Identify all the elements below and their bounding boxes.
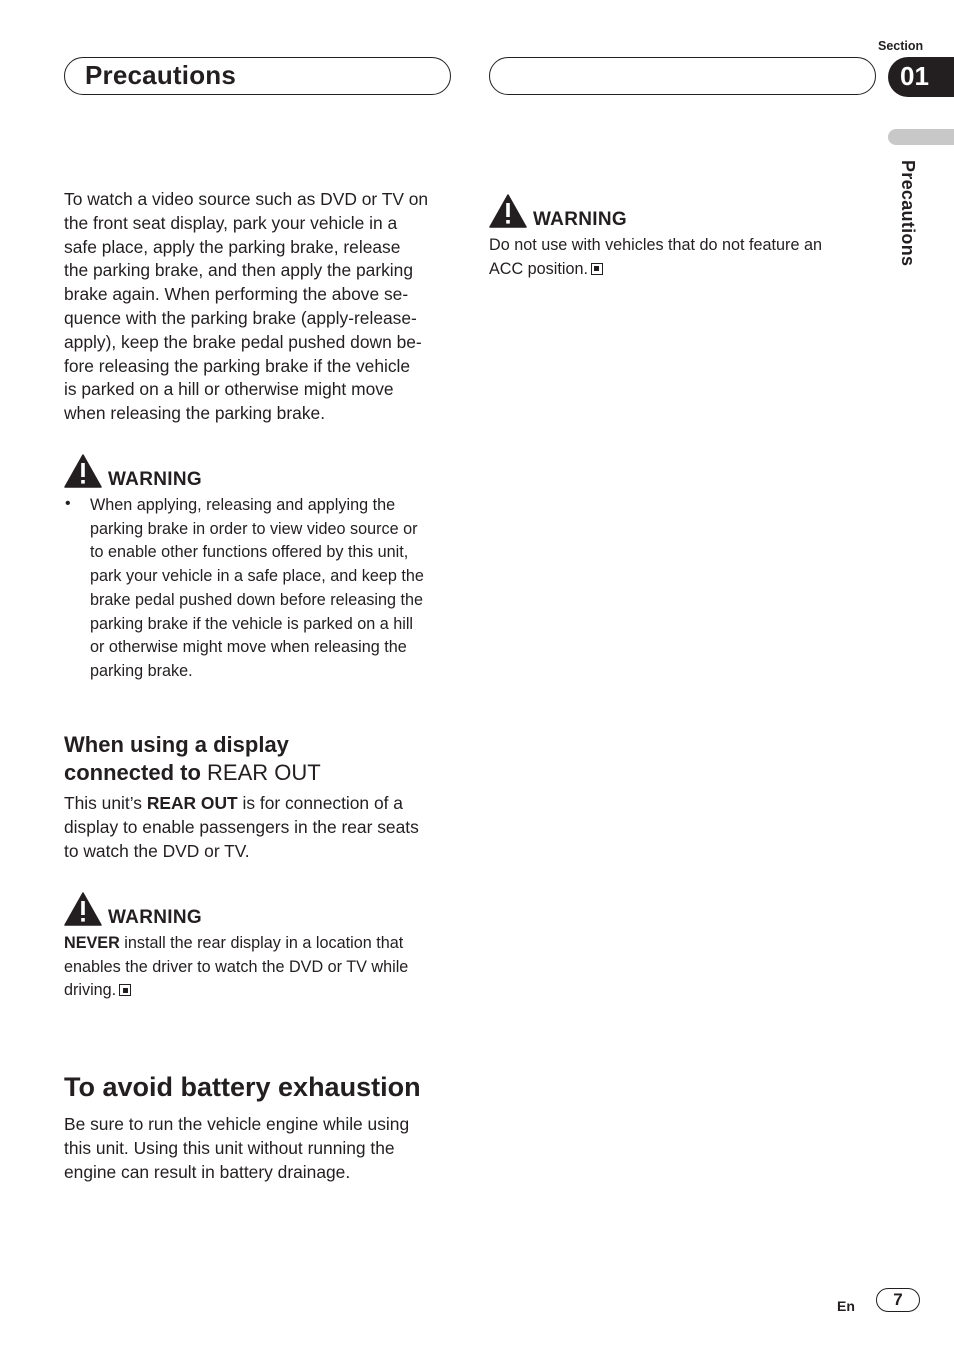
heading-rear-out: REAR OUT [207,760,321,785]
text-line: Be sure to run the vehicle engine while using [64,1114,410,1134]
text-line: is parked on a hill or otherwise might move [64,379,394,400]
header-title-frame [64,57,451,95]
side-tab-label: Precautions [898,160,918,267]
warning-triangle-icon [64,454,102,488]
text-line [489,258,879,282]
end-mark-icon [591,263,603,275]
text-line: park your vehicle in a safe place, and keep the [90,567,424,586]
text-line [64,979,464,1003]
section-tab [888,57,954,97]
text-part: is for connection of a [237,793,403,813]
text-line: this unit. Using this unit without running the [64,1137,395,1158]
battery-paragraph [64,1113,464,1184]
text-line: to watch the DVD or TV. [64,840,250,861]
battery-heading: To avoid battery exhaustion [64,1072,421,1102]
text-part: driving. [64,981,117,1000]
text-line: display to enable passengers in the rear seats [64,816,419,837]
warning-bullet-text [90,494,460,684]
text-emphasis: REAR OUT [146,793,238,813]
text-line: To watch a video source such as DVD or TV on [64,189,429,209]
warning-text [489,234,879,281]
text-line: to enable other functions offered by this unit, [90,543,409,562]
heading-bold-part: connected to [64,760,208,785]
heading-line: When using a display [64,732,289,757]
text-line: fore releasing the parking brake if the vehicle [64,355,411,376]
text-line: brake pedal pushed down before releasing the [90,590,423,609]
warning-triangle-icon [64,892,102,926]
page-number-badge [876,1288,920,1312]
text-line: parking brake if the vehicle is parked on a hill [90,614,414,633]
text-line: when releasing the parking brake. [64,403,326,424]
text-part: ACC position. [489,259,588,278]
text-line: Do not use with vehicles that do not feature an [489,236,822,254]
warning-triangle-icon [489,194,527,228]
text-line: the parking brake, and then apply the parking [64,260,414,281]
heading-line [64,759,454,787]
text-line: enables the driver to watch the DVD or TV while [64,957,409,976]
intro-paragraph [64,188,464,426]
section-label: Section [878,39,924,53]
page-title: Precautions [85,60,237,90]
side-tab-marker [888,129,954,145]
text-line: When applying, releasing and applying the [90,496,396,514]
text-line: safe place, apply the parking brake, release [64,236,401,257]
page-number: 7 [893,1290,903,1309]
text-line: quence with the parking brake (apply-release- [64,307,417,328]
text-line: apply), keep the brake pedal pushed down be- [64,331,422,352]
warning-heading: WARNING [108,907,202,928]
end-mark-icon [119,984,131,996]
bullet-dot: • [65,495,71,512]
text-part: This unit’s [64,793,147,813]
header-right-frame [489,57,876,95]
warning-heading: WARNING [533,209,627,230]
rear-out-heading [64,731,454,787]
text-line [64,792,464,816]
text-line: the front seat display, park your vehicle in a [64,212,398,233]
warning-heading: WARNING [108,469,202,490]
language-label: En [837,1298,855,1314]
text-line: brake again. When performing the above se- [64,284,409,305]
text-line: or otherwise might move when releasing the [90,638,407,657]
warning-text [64,932,464,1003]
section-number: 01 [900,61,929,91]
text-line: parking brake in order to view video source or [90,519,418,538]
text-line [64,932,464,956]
text-line: engine can result in battery drainage. [64,1161,351,1182]
text-emphasis: NEVER [64,934,120,952]
rear-out-paragraph [64,792,464,863]
text-part: install the rear display in a location that [119,934,404,952]
text-line: parking brake. [90,661,193,680]
